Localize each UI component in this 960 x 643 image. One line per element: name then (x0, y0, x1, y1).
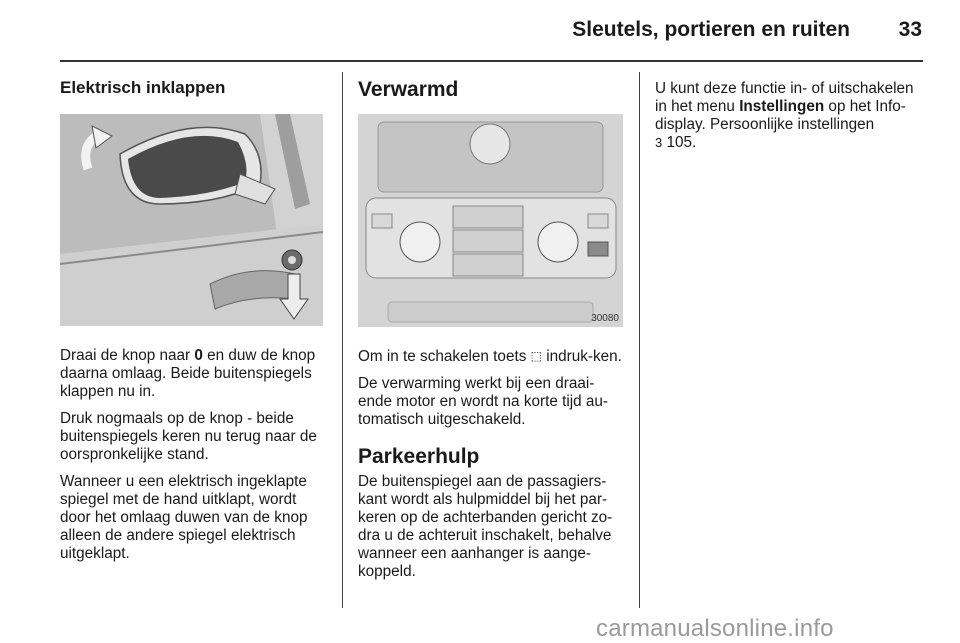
climate-control-panel-illustration (358, 114, 623, 327)
section-heading-parking-aid: Parkeerhulp (358, 445, 480, 468)
paragraph-switch-on: Om in te schakelen toets ⬚ indruk-ken. (358, 348, 622, 365)
figure-number: 30080 (591, 313, 619, 324)
paragraph-turn-knob: Draai de knop naar 0 en duw de knop daarna omlaag. Beide buitenspiegels klappen nu in. (60, 347, 316, 400)
page-reference-arrow-icon: 3 (655, 135, 663, 150)
rear-window-heating-icon: ⬚ (530, 349, 542, 363)
mirror-folding-illustration (60, 114, 323, 326)
paragraph-heating-works: De verwarming werkt bij een draai-ende motor en wordt na korte tijd au-tomatisch uitgeschakeld. (358, 375, 608, 428)
page-number: 33 (898, 18, 922, 41)
page-reference: 105. (662, 134, 697, 151)
column-divider-2 (639, 72, 640, 608)
column-3 (655, 80, 923, 161)
control-panel-svg (358, 114, 623, 327)
knob-position-label: 0 (194, 347, 203, 364)
page-header-title: Sleutels, portieren en ruiten (572, 18, 850, 41)
paragraph-manual-unfold: Wanneer u een elektrisch ingeklapte spiegel met de hand uitklapt, wordt door het omlaag duwen van de knop alleen de andere spiegel elektrisch uitgeklapt. (60, 473, 308, 562)
paragraph-settings-menu: U kunt deze functie in- of uitschakelen in het menu Instellingen op het Info-display. Persoonlijke instellingen 3 105. (655, 80, 914, 151)
header-rule (60, 60, 923, 62)
paragraph-parking-aid: De buitenspiegel aan de passagiers-kant wordt als hulpmiddel bij het par-keren op de achterbanden gericht zo-dra u de achteruit inschakelt, behalve wanneer een aanhanger is aange-koppeld. (358, 473, 613, 580)
watermark: carmanualsonline.info (596, 615, 834, 642)
column-2 (358, 78, 623, 590)
section-heading-electric-folding: Elektrisch inklappen (60, 78, 226, 97)
section-heading-heated: Verwarmd (358, 78, 459, 101)
mirror-illustration-svg (60, 114, 323, 326)
column-divider-1 (342, 72, 343, 608)
column-1 (60, 78, 325, 572)
paragraph-press-again: Druk nogmaals op de knop - beide buitenspiegels keren nu terug naar de oorspronkelijke stand. (60, 410, 317, 463)
menu-item-settings: Instellingen (739, 98, 825, 115)
